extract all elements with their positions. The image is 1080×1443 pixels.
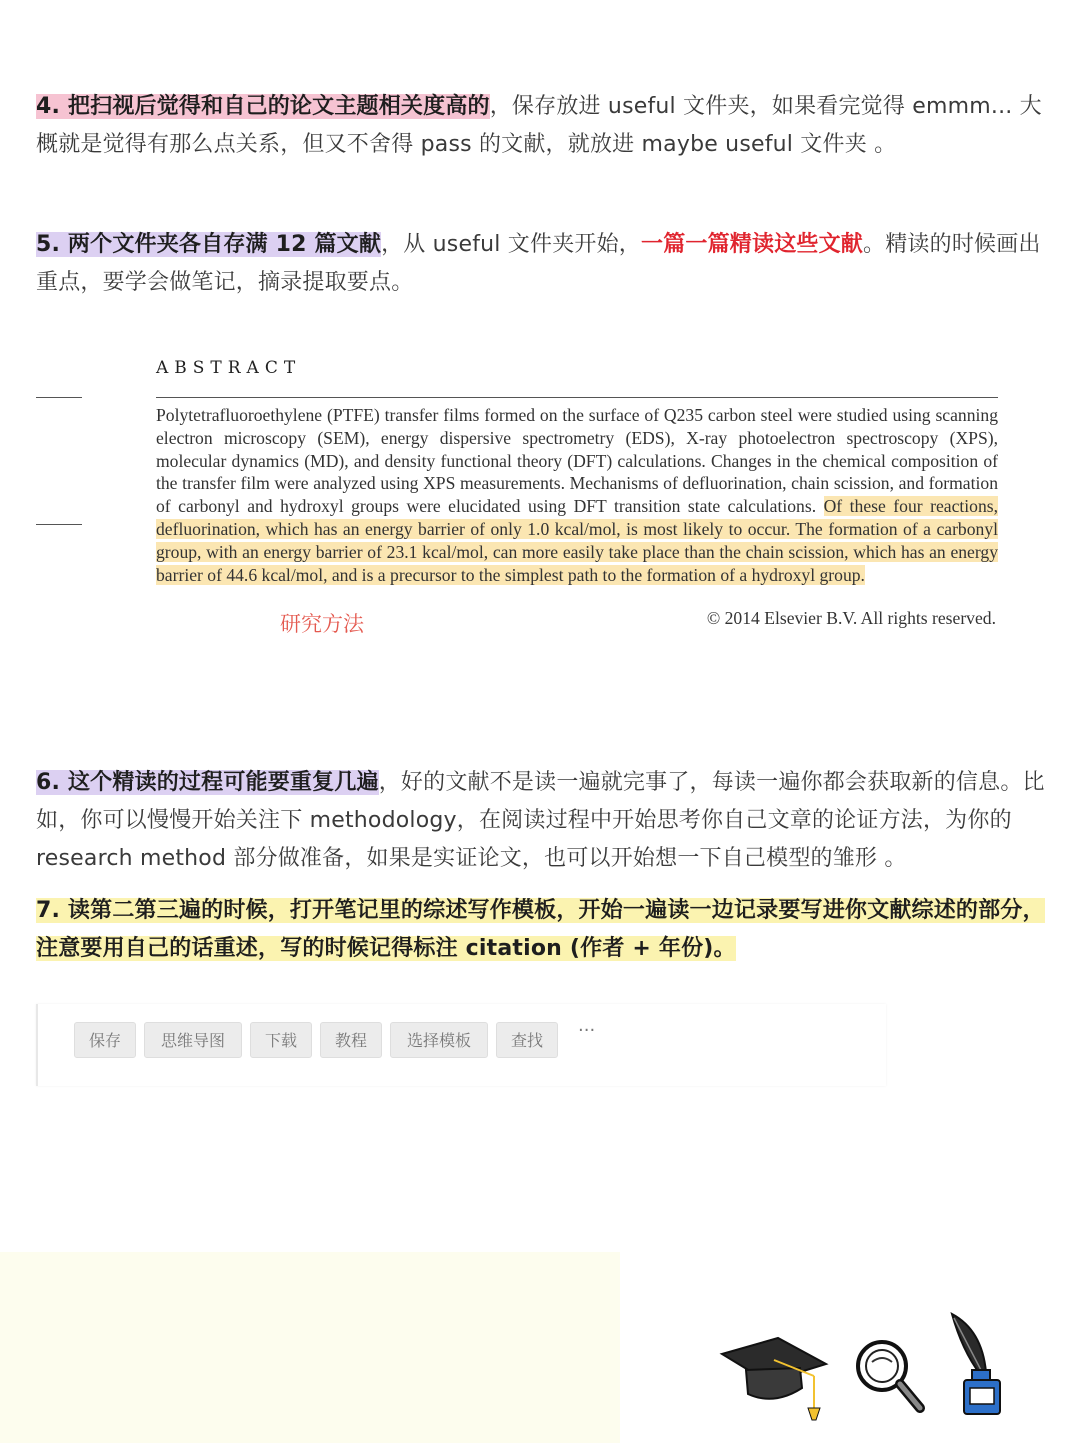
paragraph-7-highlight: 7. 读第二第三遍的时候，打开笔记里的综述写作模板，开始一遍读一边记录要写进你文献综述的部分，注意要用自己的话重述，写的时候记得标注 citation (作者 + 年份)。: [36, 898, 1045, 961]
abstract-copyright: © 2014 Elsevier B.V. All rights reserved.: [706, 608, 996, 628]
note-toolbar: [36, 1004, 886, 1086]
abstract-text: Polytetrafluoroethylene (PTFE) transfer films formed on the surface of Q235 carbon steel were studied using scanning electron microscopy (SEM), energy dispersive spectrometry (EDS), X-ray photoelectron spectroscopy (XPS), molecular dynamics (MD), and density functional theory (DFT) calculations. Changes in the chemical composition of the transfer film were analyzed using XPS measurements. Mechanisms of defluorination, chain scission, and formation of carbonyl and hydroxyl groups were elucidated using DFT transition state calculations.: [156, 405, 998, 517]
paragraph-5-highlight: 5. 两个文件夹各自存满 12 篇文献: [36, 232, 382, 257]
abstract-body: [156, 404, 998, 586]
paragraph-7: [36, 892, 1060, 968]
paragraph-5-text-a: ，从 useful 文件夹开始，: [381, 232, 641, 257]
abstract-highlighted-text: Of these four reactions, defluorination, which has an energy barrier of only 1.0 kcal/mol, is most likely to occur. The formation of a carbonyl group, with an energy barrier of 23.1 kcal/mol, can more easily take place than the chain scission, which has an energy barrier of 44.6 kcal/mol, and is a precursor to the simplest path to the formation of a hydroxyl group.: [156, 496, 998, 585]
paragraph-5-red-emphasis: 一篇一篇精读这些文献: [641, 232, 864, 257]
tutorial-button[interactable]: 教程: [320, 1022, 382, 1058]
handwritten-annotation: 研究方法: [280, 612, 364, 636]
download-button[interactable]: 下载: [250, 1022, 312, 1058]
abstract-rule: [156, 397, 998, 398]
paragraph-5-text-b: 。精读的时候画出重点，要学会做笔记，摘录提取要点。: [36, 232, 1041, 295]
magnifier-icon: [852, 1336, 928, 1418]
mind-map-button[interactable]: 思维导图: [144, 1022, 242, 1058]
find-button[interactable]: 查找: [496, 1022, 558, 1058]
save-button[interactable]: 保存: [74, 1022, 136, 1058]
paragraph-6-highlight: 6. 这个精读的过程可能要重复几遍: [36, 770, 379, 795]
paragraph-6: [36, 764, 1060, 878]
abstract-title: ABSTRACT: [156, 358, 302, 378]
margin-rule-bottom: [36, 524, 82, 525]
pale-background-block: [0, 1252, 620, 1443]
more-options-icon[interactable]: ···: [578, 1020, 596, 1041]
paragraph-6-text: ，好的文献不是读一遍就完事了，每读一遍你都会获取新的信息。比如，你可以慢慢开始关注下 methodology，在阅读过程中开始思考你自己文章的论证方法，为你的 research method 部分做准备，如果是实证论文，也可以开始想一下自己模型的雏形 。: [36, 770, 1045, 871]
paragraph-4-text: ，保存放进 useful 文件夹，如果看完觉得 emmm... 大概就是觉得有那么点关系，但又不舍得 pass 的文献，就放进 maybe useful 文件夹 。: [36, 94, 1042, 157]
choose-template-button[interactable]: 选择模板: [390, 1022, 488, 1058]
graduation-cap-icon: [718, 1336, 830, 1426]
quill-ink-icon: [942, 1310, 1012, 1420]
paragraph-5: [36, 226, 1060, 302]
margin-rule-top: [36, 397, 82, 398]
paragraph-4: [36, 88, 1060, 164]
paragraph-4-highlight: 4. 把扫视后觉得和自己的论文主题相关度高的: [36, 94, 490, 119]
